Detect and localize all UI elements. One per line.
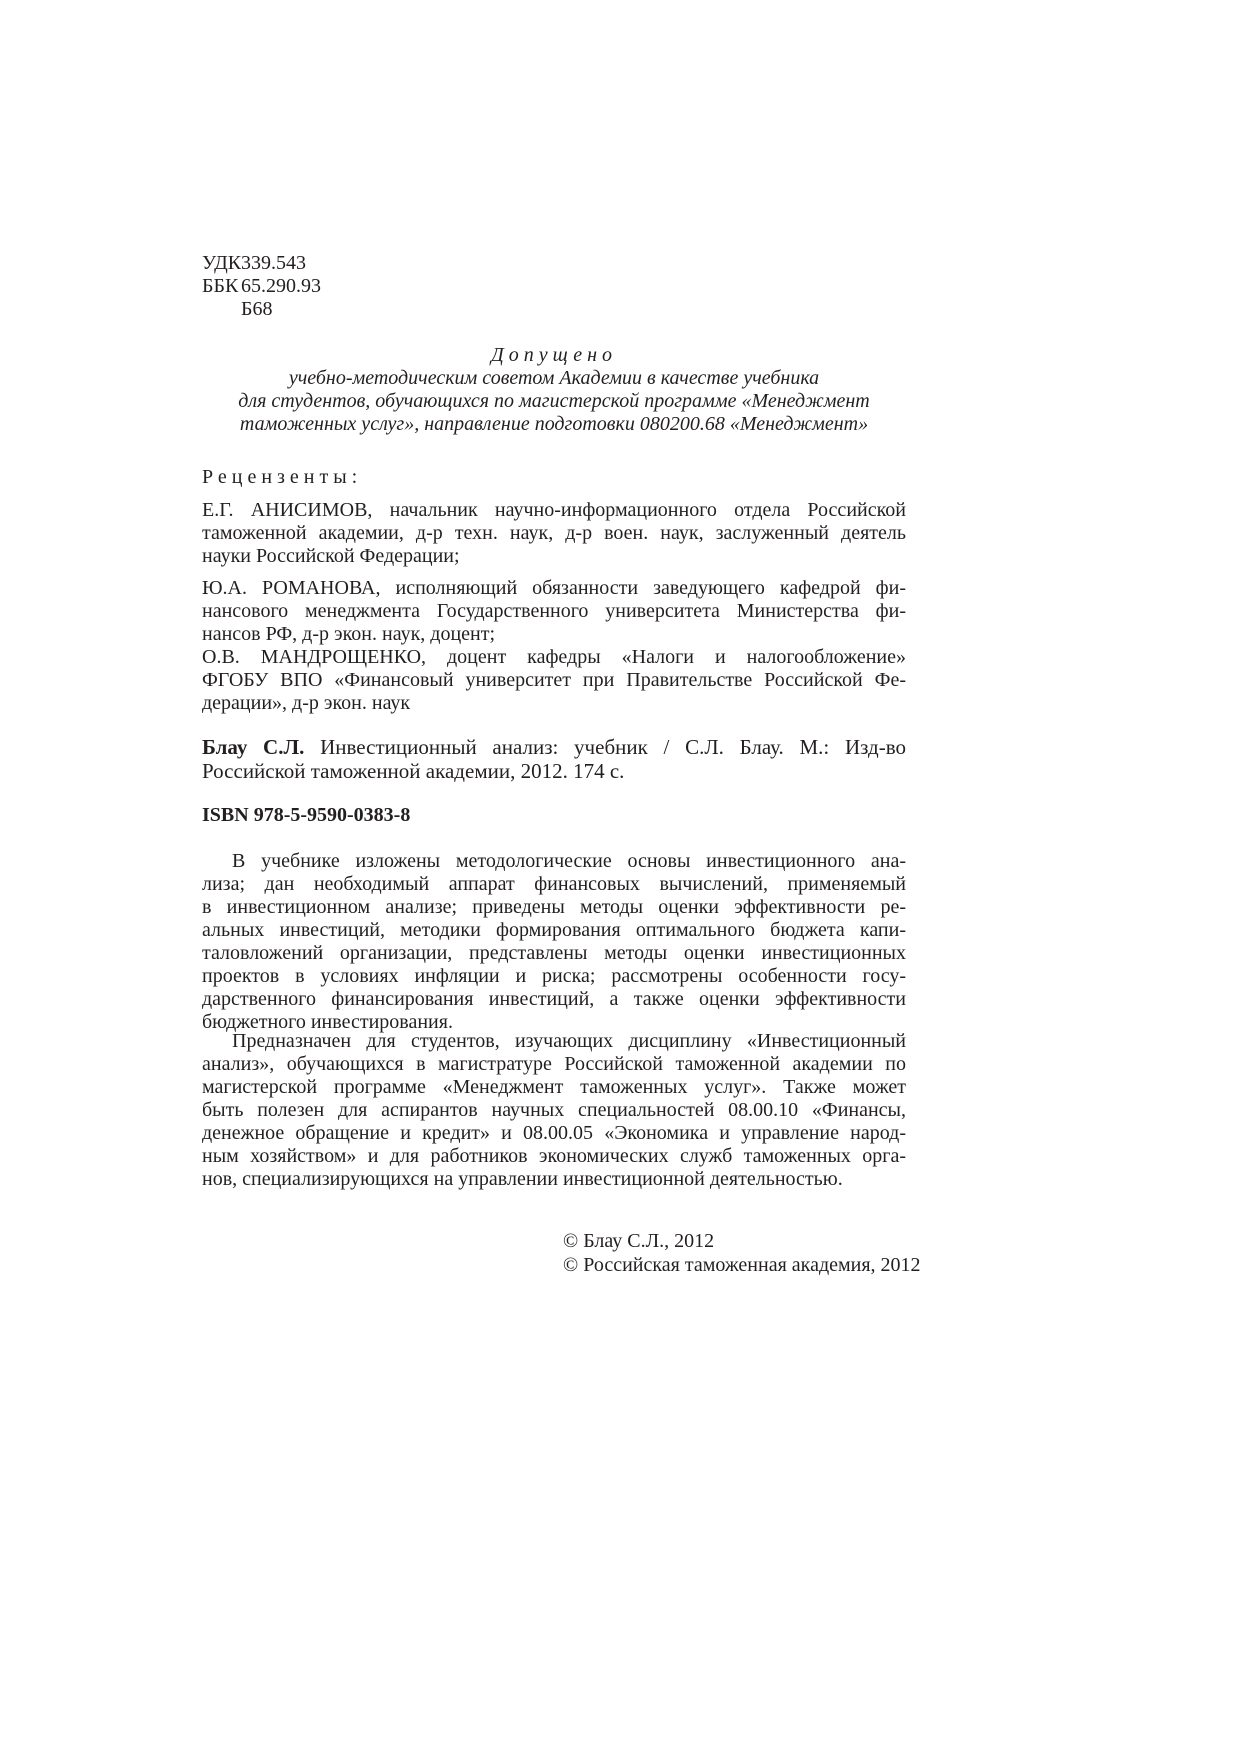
copyright-block (563, 1229, 963, 1277)
citation-line-1 (202, 735, 906, 759)
reviewer-line: Ю.А. РОМАНОВА, исполняющий обязанности заведующего кафедрой фи- (202, 577, 906, 599)
abstract-line: Предназначен для студентов, изучающих дисциплину «Инвестиционный (232, 1030, 906, 1052)
udk-row (202, 252, 906, 275)
abstract-line: лиза; дан необходимый аппарат финансовых вычислений, применяемый (202, 873, 906, 895)
reviewer-line: Е.Г. АНИСИМОВ, начальник научно-информационного отдела Российской (202, 499, 906, 521)
reviewer-line: О.В. МАНДРОЩЕНКО, доцент кафедры «Налоги и налогообложение» (202, 646, 906, 668)
reviewer-line: нансового менеджмента Государственного университета Министерства фи- (202, 600, 906, 622)
reviewer-line: дерации», д-р экон. наук (202, 692, 411, 714)
approval-line: таможенных услуг», направление подготовки 080200.68 «Менеджмент» (239, 413, 869, 435)
reviewer-line: таможенной академии, д-р техн. наук, д-р воен. наук, заслуженный деятель (202, 522, 906, 544)
reviewer-1 (202, 499, 906, 568)
copyright-publisher: © Российская таможенная академия, 2012 (563, 1254, 921, 1276)
abstract-line: ным хозяйством» и для работников экономических служб таможенных орга- (202, 1145, 906, 1167)
abstract-line: таловложений организации, представлены методы оценки инвестиционных (202, 942, 906, 964)
bbk-row (202, 275, 906, 298)
approval-line: учебно-методическим советом Академии в качестве учебника (288, 367, 820, 389)
udk-value: 339.543 (241, 252, 306, 274)
copyright-author: © Блау С.Л., 2012 (563, 1230, 715, 1252)
bbk-value: 65.290.93 (241, 275, 321, 297)
reviewers-heading-text: Рецензенты: (202, 466, 363, 488)
abstract-line: анализ», обучающихся в магистратуре Российской таможенной академии по (202, 1053, 906, 1075)
isbn: ISBN 978-5-9590-0383-8 (202, 804, 411, 826)
reviewer-2 (202, 577, 906, 646)
abstract-line: альных инвестиций, методики формирования оптимального бюджета капи- (202, 919, 906, 941)
approval-heading: Допущено (491, 344, 617, 366)
abstract-paragraph-2 (202, 1030, 906, 1191)
abstract-line: денежное обращение и кредит» и 08.00.05 «Экономика и управление народ- (202, 1122, 906, 1144)
abstract-paragraph-1 (202, 850, 906, 1034)
udk-label: УДК (202, 252, 242, 274)
abstract-line: проектов в условиях инфляции и риска; рассмотрены особенности госу- (202, 965, 906, 987)
abstract-line: нов, специализирующихся на управлении инвестиционной деятельностью. (202, 1168, 843, 1190)
citation-title: Инвестиционный анализ: учебник / С.Л. Блау. М.: Изд-во (304, 735, 906, 759)
abstract-line: быть полезен для аспирантов научных специальностей 08.00.10 «Финансы, (202, 1099, 906, 1121)
abstract-line: магистерской программе «Менеджмент таможенных услуг». Также может (202, 1076, 906, 1098)
abstract-line: бюджетного инвестирования. (202, 1011, 453, 1033)
reviewer-line: науки Российской Федерации; (202, 545, 460, 567)
isbn-block (202, 804, 906, 827)
author-mark: Б68 (241, 298, 273, 320)
reviewers-heading (202, 466, 906, 489)
abstract-line: дарственного финансирования инвестиций, а также оценки эффективности (202, 988, 906, 1010)
approval-line: для студентов, обучающихся по магистерской программе «Менеджмент (238, 390, 870, 412)
abstract-line: в инвестиционном анализе; приведены методы оценки эффективности ре- (202, 896, 906, 918)
reviewer-3 (202, 646, 906, 715)
classification-block (202, 252, 906, 321)
bbk-label: ББК (202, 275, 239, 297)
citation-line-2: Российской таможенной академии, 2012. 174 с. (202, 759, 625, 783)
reviewer-line: нансов РФ, д-р экон. наук, доцент; (202, 623, 496, 645)
approval-block (202, 344, 906, 436)
abstract-line: В учебнике изложены методологические основы инвестиционного ана- (232, 850, 906, 872)
citation-block (202, 735, 906, 783)
citation-author: Блау С.Л. (202, 735, 305, 759)
author-mark-row (202, 298, 906, 321)
reviewer-line: ФГОБУ ВПО «Финансовый университет при Правительстве Российской Фе- (202, 669, 906, 691)
